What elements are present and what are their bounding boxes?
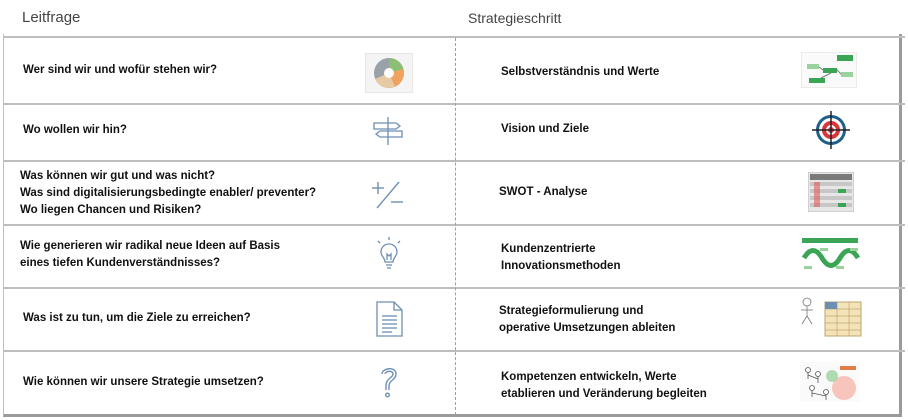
row-1-step xyxy=(501,64,659,81)
row-2-question xyxy=(23,122,127,139)
column-header-strategieschritt: Strategieschritt xyxy=(468,10,562,26)
step-line: Vision und Ziele xyxy=(501,123,589,135)
question-line: eines tiefen Kundenverständnisses? xyxy=(20,257,221,269)
question-mark-icon xyxy=(376,364,402,400)
step-line: SWOT - Analyse xyxy=(499,186,588,198)
step-line: Strategieformulierung und xyxy=(499,305,644,317)
signpost-icon xyxy=(370,114,406,146)
question-line: Was können wir gut und was nicht? xyxy=(20,170,216,182)
step-line: etablieren und Veränderung begleiten xyxy=(501,388,707,400)
people-network-thumbnail xyxy=(800,362,860,402)
row-6-step xyxy=(501,369,707,403)
row-divider xyxy=(3,36,905,38)
row-divider xyxy=(3,350,905,352)
target-thumbnail xyxy=(810,110,852,150)
row-4-question xyxy=(20,238,280,272)
step-line: Innovationsmethoden xyxy=(501,260,621,272)
question-line: Wie generieren wir radikal neue Ideen auf Basis xyxy=(20,240,281,252)
row-1-question xyxy=(23,62,217,79)
row-5-step xyxy=(499,303,675,337)
column-divider xyxy=(455,38,456,415)
pie-circle-icon xyxy=(365,53,413,93)
column-header-leitfrage: Leitfrage xyxy=(22,9,81,26)
step-line: Kompetenzen entwickeln, Werte xyxy=(501,371,677,383)
question-line: Was sind digitalisierungsbedingte enabler/ preventer? xyxy=(20,187,317,199)
plus-minus-icon xyxy=(369,178,407,212)
step-line: operative Umsetzungen ableiten xyxy=(499,322,676,334)
process-flow-thumbnail xyxy=(800,236,860,274)
lightbulb-icon xyxy=(375,236,403,272)
strategy-map-thumbnail xyxy=(801,52,857,88)
planning-sheet-thumbnail xyxy=(797,294,863,338)
row-5-question xyxy=(23,310,251,327)
swot-table-thumbnail xyxy=(808,172,854,212)
step-line: Kundenzentrierte xyxy=(501,243,596,255)
document-icon xyxy=(374,300,404,338)
row-6-question xyxy=(23,374,264,391)
question-line: Wie können wir unsere Strategie umsetzen? xyxy=(23,376,264,388)
question-line: Wo wollen wir hin? xyxy=(23,124,127,136)
row-divider xyxy=(3,103,905,105)
row-divider xyxy=(3,160,905,162)
question-line: Wer sind wir und wofür stehen wir? xyxy=(23,64,218,76)
row-divider xyxy=(3,224,905,226)
step-line: Selbstverständnis und Werte xyxy=(501,66,660,78)
row-3-question xyxy=(20,168,316,219)
row-2-step xyxy=(501,121,589,138)
row-4-step xyxy=(501,241,620,275)
row-3-step xyxy=(499,184,587,201)
row-divider xyxy=(3,287,905,289)
question-line: Was ist zu tun, um die Ziele zu erreichen? xyxy=(23,312,251,324)
question-line: Wo liegen Chancen und Risiken? xyxy=(20,204,202,216)
table-header xyxy=(0,0,908,36)
